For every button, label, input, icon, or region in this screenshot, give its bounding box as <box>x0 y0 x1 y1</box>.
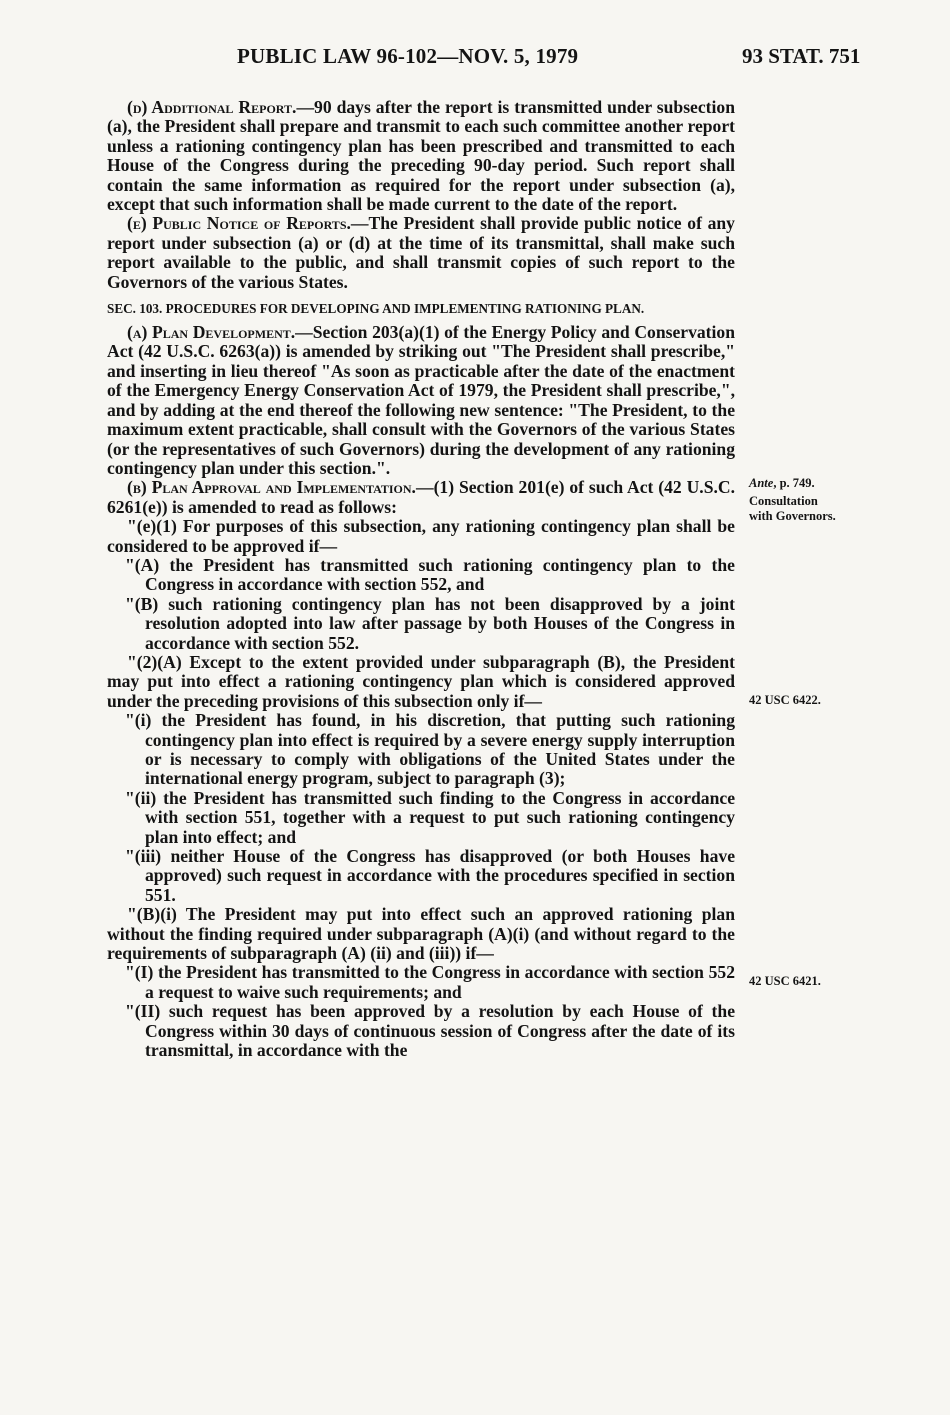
consultation-line-1: Consultation <box>749 494 818 508</box>
paragraph-e2-a-i: "(i) the President has found, in his discretion, that putting such rationing contingency plan into effect is required by a severe energy supply interruption or is necessary to comply with obligations of the United States under the international energy program, subject to paragraph (3); <box>125 710 735 789</box>
consultation-line-2: with Governors. <box>749 509 836 523</box>
heading-public-notice: (e) Public Notice of Reports. <box>127 213 351 234</box>
text-public-notice: —The President shall provide public notice of any report under subsection (a) or (d) at the time of its transmittal, shall make such report available to the public, and shall transmit copies of such report to the Governors of the various States. <box>107 213 735 292</box>
heading-plan-approval: (b) Plan Approval and Implementation. <box>127 477 416 498</box>
ante-page: , p. 749. <box>773 476 815 490</box>
paragraph-e2-b: "(B)(i) The President may put into effect such an approved rationing plan without the finding required under subparagraph (A)(i) (and without regard to the requirements of subparagraph (A) (ii) and (iii)) if— <box>107 904 735 964</box>
paragraph-e1: "(e)(1) For purposes of this subsection, any rationing contingency plan shall be considered to be approved if— <box>107 516 735 556</box>
text-additional-report: —90 days after the report is transmitted under subsection (a), the President shall prepare and transmit to each such committee another report unless a rationing contingency plan has been prescribed and transmitted to each House of the Congress during the preceding 90-day period. Such report shall contain the same information as required for the report under subsection (a), except that such information shall be made current to the date of the report. <box>107 97 736 215</box>
text-plan-development: —Section 203(a)(1) of the Energy Policy and Conservation Act (42 U.S.C. 6263(a)) is amended by striking out "The President shall prescribe," and inserting in lieu thereof "As soon as practicable after the date of the enactment of the Emergency Energy Conservation Act of 1979, the President shall prescribe,", and by adding at the end thereof the following new sentence: "The President, to the maximum extent practicable, shall consult with the Governors of the various States (or the representatives of such Governors) during the development of any rationing contingency plan under this section.". <box>107 322 735 478</box>
margin-note-42-usc-6421: 42 USC 6421. <box>749 974 821 988</box>
paragraph-e1-a: "(A) the President has transmitted such rationing contingency plan to the Congress in accordance with section 552, and <box>125 554 735 595</box>
paragraph-e1-b: "(B) such rationing contingency plan has not been disapproved by a joint resolution adopted into law after passage by both Houses of the Congress in accordance with section 552. <box>125 593 735 653</box>
margin-note-ante <box>749 476 815 491</box>
page-header-title: PUBLIC LAW 96-102—NOV. 5, 1979 <box>237 44 579 68</box>
margin-note-consultation <box>749 494 836 524</box>
paragraph-e2-a-ii: "(ii) the President has transmitted such finding to the Congress in accordance with section 551, together with a request to put such rationing contingency plan into effect; and <box>125 787 735 847</box>
text-plan-approval: —(1) Section 201(e) of such Act (42 U.S.C. 6261(e)) is amended to read as follows: <box>107 477 735 517</box>
paragraph-e2-b-I: "(I) the President has transmitted to the Congress in accordance with section 552 a request to waive such requirements; and <box>125 962 735 1002</box>
paragraph-d <box>107 98 735 214</box>
section-103-heading: SEC. 103. PROCEDURES FOR DEVELOPING AND IMPLEMENTING RATIONING PLAN. <box>107 301 645 317</box>
page-header-stat: 93 STAT. 751 <box>742 44 861 68</box>
paragraph-e <box>107 214 735 292</box>
heading-additional-report: (d) Additional Report. <box>127 97 297 117</box>
paragraph-b <box>107 478 735 517</box>
statute-body <box>107 98 735 1061</box>
ante-label: Ante <box>749 476 774 490</box>
margin-note-42-usc-6422: 42 USC 6422. <box>749 693 821 707</box>
heading-plan-development: (a) Plan Development. <box>127 322 296 343</box>
paragraph-a <box>107 323 735 478</box>
paragraph-e2-a-iii: "(iii) neither House of the Congress has disapproved (or both Houses have approved) such request in accordance with the procedures specified in section 551. <box>125 846 735 905</box>
paragraph-e2-a: "(2)(A) Except to the extent provided under subparagraph (B), the President may put into effect a rationing contingency plan which is considered approved under the preceding provisions of this subsection only if— <box>107 651 735 711</box>
paragraph-e2-b-II: "(II) such request has been approved by a resolution by each House of the Congress within 30 days of continuous session of Congress after the date of its transmittal, in accordance with the <box>125 1001 735 1061</box>
